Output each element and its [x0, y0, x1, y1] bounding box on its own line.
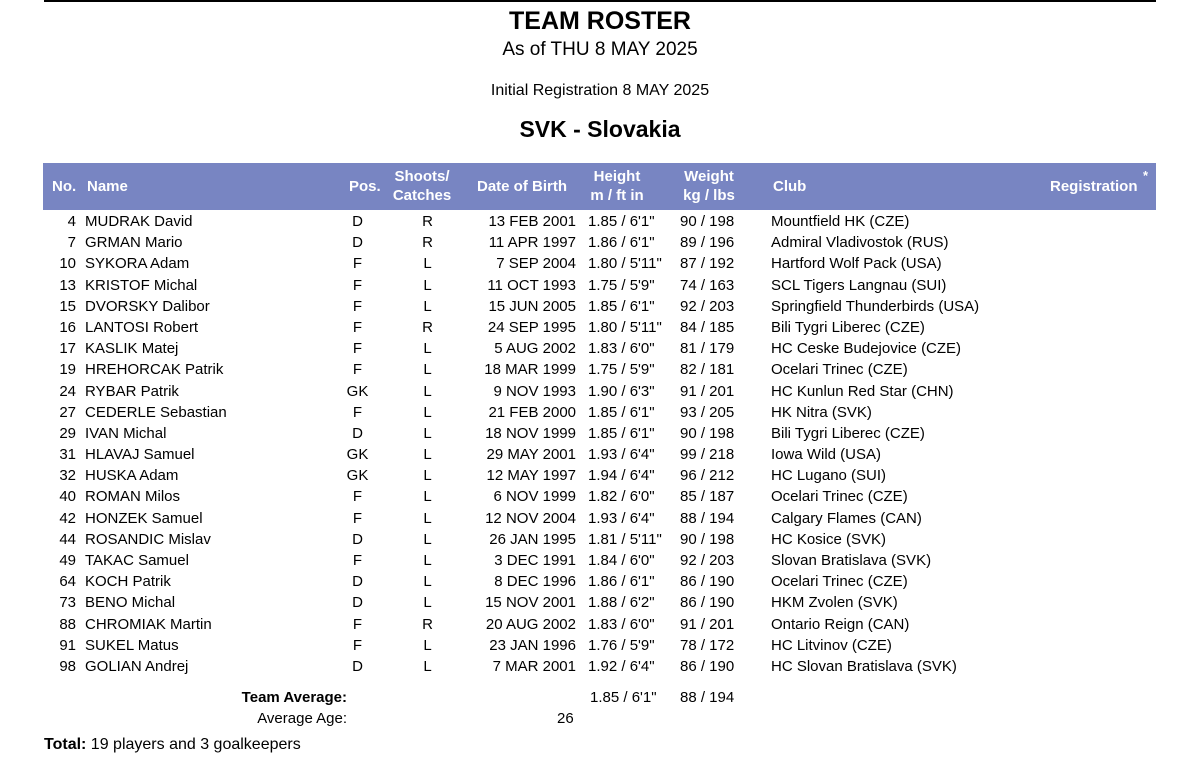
player-club: HC Kosice (SVK): [771, 530, 887, 548]
player-shoots: L: [423, 467, 432, 485]
player-weight: 82 / 181: [680, 361, 735, 379]
player-dob: 11 APR 1997: [488, 234, 576, 252]
player-dob: 8 DEC 1996: [494, 573, 576, 591]
player-weight: 92 / 203: [680, 552, 735, 569]
player-name: GRMAN Mario: [85, 234, 183, 252]
player-name: HONZEK Samuel: [85, 509, 203, 527]
player-number: 15: [59, 297, 76, 315]
player-position: GK: [346, 467, 369, 485]
player-shoots: R: [422, 234, 433, 252]
player-height: 1.81 / 5'11": [588, 530, 662, 548]
player-dob: 21 FEB 2000: [488, 403, 576, 421]
player-shoots: L: [423, 403, 432, 421]
player-weight: 90 / 198: [680, 213, 735, 230]
player-name: KASLIK Matej: [85, 340, 179, 358]
player-weight: 85 / 187: [680, 488, 735, 506]
player-club: Ocelari Trinec (CZE): [771, 361, 908, 379]
player-position: F: [352, 297, 363, 315]
average-age: 26: [557, 710, 574, 727]
player-shoots: R: [422, 318, 433, 336]
table-row: [0, 550, 1200, 571]
player-club: Admiral Vladivostok (RUS): [771, 234, 949, 252]
player-position: F: [352, 488, 363, 506]
player-weight: 92 / 203: [680, 297, 735, 315]
player-name: TAKAC Samuel: [85, 552, 189, 569]
player-weight: 86 / 190: [680, 573, 735, 591]
player-name: LANTOSI Robert: [85, 318, 199, 336]
player-dob: 6 NOV 1999: [493, 488, 576, 506]
header-height-line2: m / ft in: [590, 187, 644, 204]
player-position: D: [352, 594, 363, 612]
player-name: GOLIAN Andrej: [85, 657, 189, 675]
player-number: 10: [59, 255, 76, 273]
header-weight: [675, 167, 743, 205]
player-name: KOCH Patrik: [85, 573, 171, 591]
player-shoots: L: [423, 573, 432, 591]
player-position: F: [352, 361, 363, 379]
header-dob: Date of Birth: [477, 178, 567, 195]
header-height-line1: Height: [593, 168, 641, 185]
player-position: D: [352, 213, 363, 230]
average-height: 1.85 / 6'1": [590, 689, 657, 706]
player-club: Ocelari Trinec (CZE): [771, 488, 908, 506]
player-position: F: [352, 318, 363, 336]
table-row: [0, 338, 1200, 359]
table-row: [0, 381, 1200, 402]
player-dob: 12 MAY 1997: [486, 467, 576, 485]
table-row: [0, 423, 1200, 444]
player-number: 31: [59, 446, 76, 464]
player-shoots: L: [423, 276, 432, 294]
table-row: [0, 571, 1200, 592]
table-row: [0, 402, 1200, 423]
player-name: HREHORCAK Patrik: [85, 361, 224, 379]
player-shoots: L: [423, 340, 432, 358]
header-height: [583, 167, 651, 205]
player-name: KRISTOF Michal: [85, 276, 198, 294]
header-no: No.: [52, 178, 77, 195]
player-height: 1.90 / 6'3": [588, 382, 655, 400]
player-position: D: [352, 234, 363, 252]
player-number: 91: [59, 636, 76, 654]
average-weight: 88 / 194: [680, 689, 735, 706]
player-dob: 7 SEP 2004: [496, 255, 576, 273]
team-name: SVK - Slovakia: [519, 116, 681, 142]
registration-line: Initial Registration 8 MAY 2025: [490, 82, 710, 99]
player-dob: 20 AUG 2002: [485, 615, 576, 633]
table-row: [0, 444, 1200, 465]
player-dob: 24 SEP 1995: [487, 318, 576, 336]
header-registration-asterisk: *: [1143, 168, 1149, 183]
table-row: [0, 635, 1200, 656]
player-club: HC Slovan Bratislava (SVK): [771, 657, 957, 675]
player-dob: 29 MAY 2001: [486, 446, 576, 464]
player-club: Hartford Wolf Pack (USA): [771, 255, 942, 273]
player-height: 1.75 / 5'9": [588, 276, 655, 294]
player-height: 1.93 / 6'4": [588, 446, 655, 464]
player-shoots: L: [423, 446, 432, 464]
player-club: Slovan Bratislava (SVK): [771, 552, 932, 569]
player-weight: 96 / 212: [680, 467, 735, 485]
player-weight: 91 / 201: [680, 615, 735, 633]
player-club: Iowa Wild (USA): [771, 446, 882, 464]
player-position: F: [352, 509, 363, 527]
table-row: [0, 614, 1200, 635]
player-shoots: L: [423, 552, 432, 569]
player-height: 1.76 / 5'9": [588, 636, 655, 654]
player-name: ROMAN Milos: [85, 488, 181, 506]
header-shoots-line2: Catches: [392, 187, 452, 204]
player-number: 13: [59, 276, 76, 294]
header-club: Club: [773, 178, 807, 195]
header-shoots-line1: Shoots/: [394, 168, 450, 185]
player-position: D: [352, 530, 363, 548]
player-number: 88: [59, 615, 76, 633]
player-dob: 15 NOV 2001: [485, 594, 576, 612]
player-height: 1.86 / 6'1": [588, 234, 655, 252]
player-weight: 87 / 192: [680, 255, 735, 273]
player-height: 1.85 / 6'1": [588, 297, 655, 315]
player-number: 98: [59, 657, 76, 675]
player-shoots: L: [423, 297, 432, 315]
player-number: 16: [59, 318, 76, 336]
header-name: Name: [87, 178, 128, 195]
player-position: F: [352, 636, 363, 654]
player-name: CEDERLE Sebastian: [85, 403, 227, 421]
player-position: F: [352, 340, 363, 358]
player-name: MUDRAK David: [85, 213, 193, 230]
average-age-label: Average Age:: [257, 710, 347, 727]
table-row: [0, 508, 1200, 529]
player-number: 42: [59, 509, 76, 527]
page-title: TEAM ROSTER: [509, 7, 691, 35]
table-row: [0, 529, 1200, 550]
player-shoots: L: [423, 594, 432, 612]
player-dob: 12 NOV 2004: [485, 509, 576, 527]
player-name: HLAVAJ Samuel: [85, 446, 195, 464]
table-row: [0, 317, 1200, 338]
player-height: 1.92 / 6'4": [588, 657, 655, 675]
as-of-date: As of THU 8 MAY 2025: [502, 39, 698, 60]
total-text: 19 players and 3 goalkeepers: [86, 736, 301, 753]
player-weight: 89 / 196: [680, 234, 735, 252]
player-dob: 5 AUG 2002: [494, 340, 576, 358]
table-row: [0, 211, 1200, 232]
top-rule: [44, 0, 1156, 2]
player-number: 44: [59, 530, 76, 548]
table-row: [0, 275, 1200, 296]
table-row: [0, 465, 1200, 486]
player-club: HC Ceske Budejovice (CZE): [771, 340, 962, 358]
player-number: 27: [59, 403, 76, 421]
player-shoots: L: [423, 509, 432, 527]
player-shoots: L: [423, 255, 432, 273]
player-number: 7: [67, 234, 76, 252]
player-shoots: L: [423, 424, 432, 442]
player-club: Bili Tygri Liberec (CZE): [771, 424, 925, 442]
player-name: BENO Michal: [85, 594, 176, 612]
player-number: 17: [59, 340, 76, 358]
player-height: 1.75 / 5'9": [588, 361, 655, 379]
player-weight: 81 / 179: [680, 340, 735, 358]
player-shoots: L: [423, 636, 432, 654]
player-height: 1.86 / 6'1": [588, 573, 655, 591]
header-weight-line2: kg / lbs: [683, 187, 735, 204]
player-weight: 86 / 190: [680, 594, 735, 612]
player-number: 19: [59, 361, 76, 379]
player-weight: 93 / 205: [680, 403, 735, 421]
player-club: Springfield Thunderbirds (USA): [771, 297, 980, 315]
player-dob: 13 FEB 2001: [488, 213, 576, 230]
player-dob: 7 MAR 2001: [492, 657, 576, 675]
table-row: [0, 296, 1200, 317]
player-weight: 99 / 218: [680, 446, 735, 464]
player-number: 49: [59, 552, 76, 569]
header-weight-line1: Weight: [684, 168, 734, 185]
player-number: 4: [67, 213, 76, 230]
player-position: F: [352, 276, 363, 294]
player-number: 32: [59, 467, 76, 485]
table-row: [0, 656, 1200, 677]
header-registration: Registration: [1050, 178, 1138, 195]
player-height: 1.84 / 6'0": [588, 552, 655, 569]
player-shoots: L: [423, 382, 432, 400]
player-position: F: [352, 615, 363, 633]
player-number: 29: [59, 424, 76, 442]
table-row: [0, 486, 1200, 507]
player-position: F: [352, 255, 363, 273]
player-height: 1.80 / 5'11": [588, 318, 662, 336]
player-name: IVAN Michal: [85, 424, 167, 442]
total-label: Total:: [44, 736, 87, 753]
header-pos: Pos.: [349, 178, 381, 195]
player-name: RYBAR Patrik: [85, 382, 179, 400]
player-shoots: L: [423, 530, 432, 548]
player-dob: 18 NOV 1999: [485, 424, 576, 442]
player-height: 1.85 / 6'1": [588, 424, 655, 442]
player-height: 1.88 / 6'2": [588, 594, 655, 612]
player-number: 24: [59, 382, 76, 400]
player-height: 1.83 / 6'0": [588, 615, 655, 633]
player-club: Ocelari Trinec (CZE): [771, 573, 908, 591]
player-club: Mountfield HK (CZE): [771, 213, 910, 230]
player-position: D: [352, 573, 363, 591]
team-average-label: Team Average:: [241, 689, 347, 706]
header-shoots: [387, 167, 457, 205]
player-number: 40: [59, 488, 76, 506]
player-dob: 23 JAN 1996: [489, 636, 576, 654]
player-name: SUKEL Matus: [85, 636, 179, 654]
player-dob: 18 MAR 1999: [484, 361, 576, 379]
player-position: GK: [346, 446, 369, 464]
table-row: [0, 253, 1200, 274]
player-position: F: [352, 552, 363, 569]
player-dob: 3 DEC 1991: [494, 552, 576, 569]
table-header: [43, 163, 1156, 210]
player-shoots: R: [422, 615, 433, 633]
player-club: HC Lugano (SUI): [771, 467, 887, 485]
table-row: [0, 232, 1200, 253]
player-height: 1.80 / 5'11": [588, 255, 662, 273]
player-weight: 91 / 201: [680, 382, 735, 400]
player-height: 1.85 / 6'1": [588, 213, 655, 230]
player-height: 1.83 / 6'0": [588, 340, 655, 358]
player-weight: 90 / 198: [680, 530, 735, 548]
player-height: 1.85 / 6'1": [588, 403, 655, 421]
player-position: D: [352, 424, 363, 442]
player-club: HKM Zvolen (SVK): [771, 594, 898, 612]
player-club: Ontario Reign (CAN): [771, 615, 910, 633]
player-shoots: L: [423, 361, 432, 379]
player-height: 1.93 / 6'4": [588, 509, 655, 527]
player-name: ROSANDIC Mislav: [85, 530, 211, 548]
player-position: D: [352, 657, 363, 675]
player-club: Bili Tygri Liberec (CZE): [771, 318, 925, 336]
player-weight: 74 / 163: [680, 276, 735, 294]
player-weight: 88 / 194: [680, 509, 735, 527]
player-height: 1.94 / 6'4": [588, 467, 655, 485]
player-position: GK: [346, 382, 369, 400]
player-name: SYKORA Adam: [85, 255, 190, 273]
player-club: Calgary Flames (CAN): [771, 509, 922, 527]
player-dob: 26 JAN 1995: [489, 530, 576, 548]
player-club: HC Litvinov (CZE): [771, 636, 892, 654]
table-row: [0, 592, 1200, 613]
player-number: 73: [59, 594, 76, 612]
roster-rows: [0, 211, 1200, 677]
player-club: SCL Tigers Langnau (SUI): [771, 276, 947, 294]
total-line: [44, 736, 301, 754]
table-row: [0, 359, 1200, 380]
player-shoots: R: [422, 213, 433, 230]
player-dob: 9 NOV 1993: [493, 382, 576, 400]
player-name: HUSKA Adam: [85, 467, 179, 485]
player-dob: 15 JUN 2005: [488, 297, 576, 315]
player-weight: 86 / 190: [680, 657, 735, 675]
player-weight: 84 / 185: [680, 318, 735, 336]
player-club: HK Nitra (SVK): [771, 403, 872, 421]
player-name: DVORSKY Dalibor: [85, 297, 210, 315]
player-club: HC Kunlun Red Star (CHN): [771, 382, 954, 400]
player-name: CHROMIAK Martin: [85, 615, 212, 633]
player-weight: 78 / 172: [680, 636, 735, 654]
player-weight: 90 / 198: [680, 424, 735, 442]
player-position: F: [352, 403, 363, 421]
player-dob: 11 OCT 1993: [487, 276, 576, 294]
player-shoots: L: [423, 657, 432, 675]
player-height: 1.82 / 6'0": [588, 488, 655, 506]
player-shoots: L: [423, 488, 432, 506]
player-number: 64: [59, 573, 76, 591]
